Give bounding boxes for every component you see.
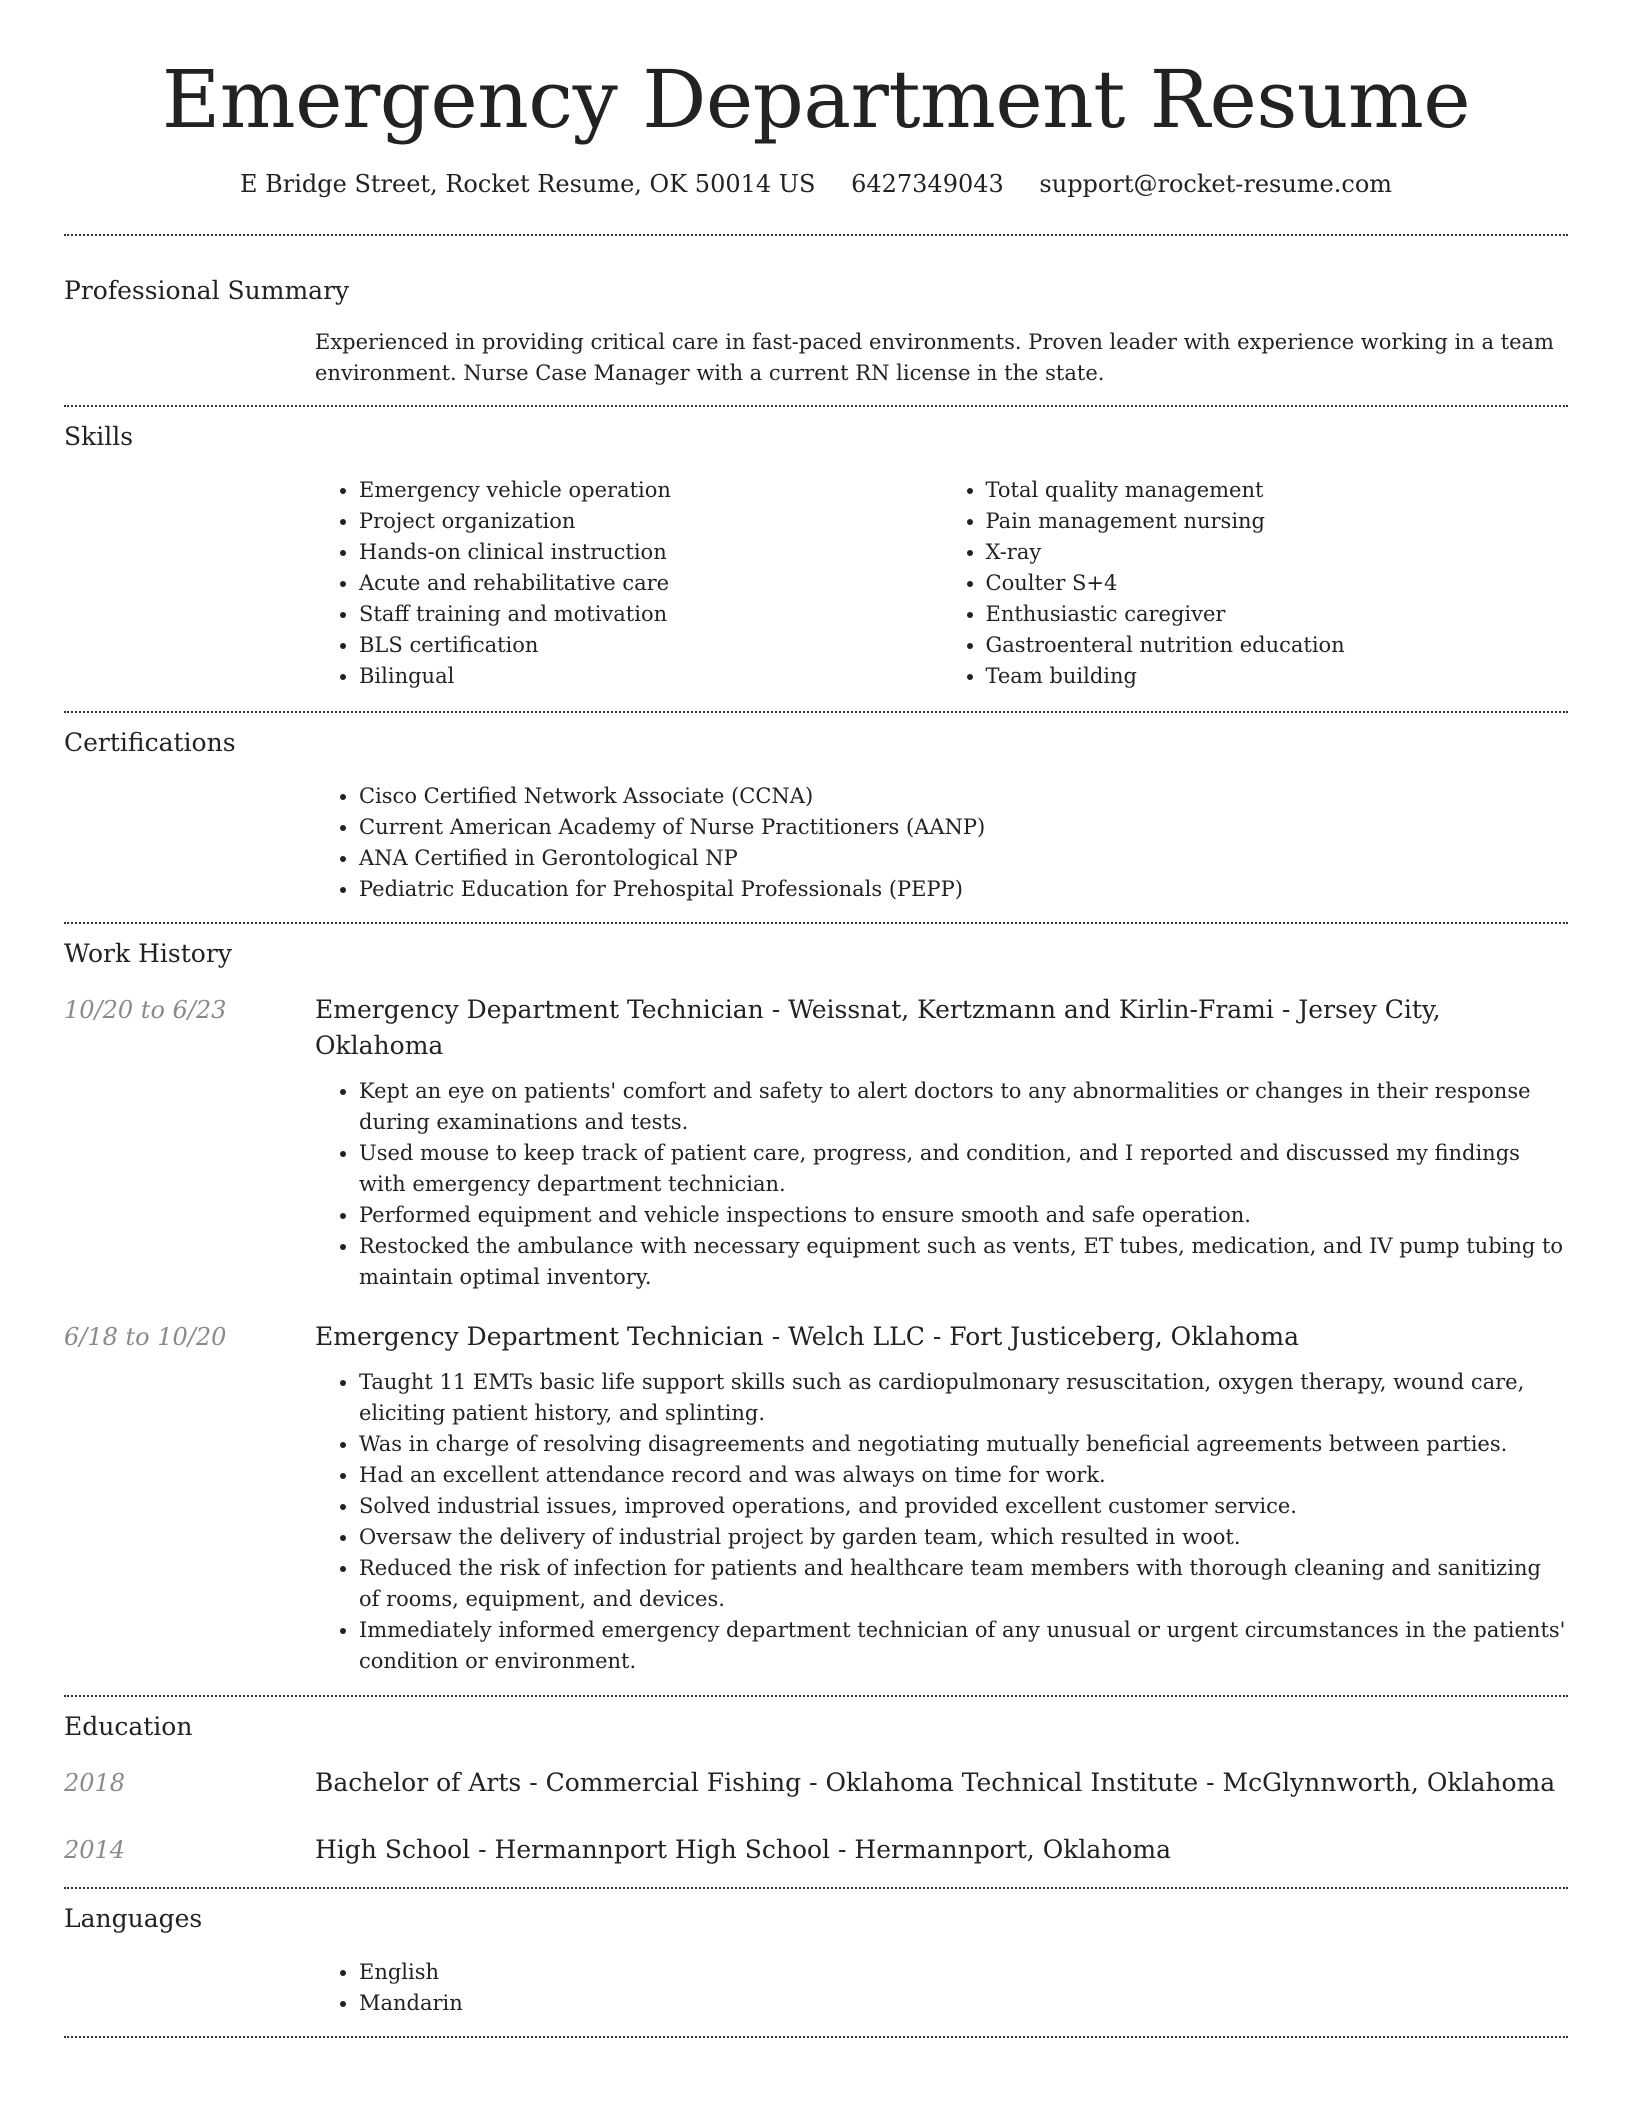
skill-item: • Staff training and motivation — [359, 599, 942, 630]
education-section — [64, 1697, 1568, 1887]
address: E Bridge Street, Rocket Resume, OK 50014 US — [239, 170, 816, 198]
languages-list — [315, 1957, 1568, 2019]
skill-item: • Enthusiastic caregiver — [986, 599, 1569, 630]
certification-item: • ANA Certified in Gerontological NP — [359, 843, 1568, 874]
skills-columns — [315, 475, 1568, 711]
skill-item: • Coulter S+4 — [986, 568, 1569, 599]
skill-item: • Acute and rehabilitative care — [359, 568, 942, 599]
education-entry — [64, 1765, 1568, 1801]
languages-content — [315, 1957, 1568, 2036]
skills-list-right — [942, 475, 1569, 692]
section-title: Languages — [64, 1904, 203, 1933]
phone: 6427349043 — [851, 170, 1004, 198]
job-bullet: • Kept an eye on patients' comfort and safety to alert doctors to any abnormalities or changes in their response during examinations and tests. — [359, 1076, 1568, 1138]
education-heading: Bachelor of Arts - Commercial Fishing - Oklahoma Technical Institute - McGlynnworth, Oklahoma — [315, 1768, 1556, 1797]
job-bullet: • Taught 11 EMTs basic life support skills such as cardiopulmonary resuscitation, oxygen therapy, wound care, eliciting patient history, and splinting. — [359, 1367, 1568, 1429]
job-dates: 10/20 to 6/23 — [64, 996, 227, 1024]
section-title: Certifications — [64, 728, 236, 757]
job-bullet: • Performed equipment and vehicle inspections to ensure smooth and safe operation. — [359, 1200, 1568, 1231]
education-year: 2018 — [64, 1769, 126, 1797]
skill-item: • Team building — [986, 661, 1569, 692]
job-bullet: • Restocked the ambulance with necessary equipment such as vents, ET tubes, medication, and IV pump tubing to maintain optimal inventory. — [359, 1231, 1568, 1293]
job-bullet: • Was in charge of resolving disagreements and negotiating mutually beneficial agreements between parties. — [359, 1429, 1568, 1460]
job-bullet: • Oversaw the delivery of industrial project by garden team, which resulted in woot. — [359, 1522, 1568, 1553]
email: support@rocket-resume.com — [1039, 170, 1393, 198]
summary-text: Experienced in providing critical care in fast-paced environments. Proven leader with experience working in a team environment. Nurse Case Manager with a current RN license in the state. — [315, 330, 1554, 385]
section-title: Skills — [64, 422, 134, 451]
job-bullet-list — [315, 1076, 1568, 1293]
skills-section — [64, 407, 1568, 711]
education-year: 2014 — [64, 1836, 126, 1864]
job-bullet: • Solved industrial issues, improved operations, and provided excellent customer service. — [359, 1491, 1568, 1522]
skill-item: • BLS certification — [359, 630, 942, 661]
certification-item: • Pediatric Education for Prehospital Professionals (PEPP) — [359, 874, 1568, 905]
languages-section — [64, 1889, 1568, 2036]
section-title: Professional Summary — [64, 276, 350, 305]
education-heading: High School - Hermannport High School - Hermannport, Oklahoma — [315, 1835, 1172, 1864]
job-bullet: • Had an excellent attendance record and was always on time for work. — [359, 1460, 1568, 1491]
contact-line — [64, 168, 1568, 200]
job-bullets — [315, 1367, 1568, 1677]
certifications-content — [315, 781, 1568, 922]
job-bullet: • Reduced the risk of infection for patients and healthcare team members with thorough cleaning and sanitizing of rooms, equipment, and devices. — [359, 1553, 1568, 1615]
section-title: Work History — [64, 939, 232, 968]
skill-item: • X-ray — [986, 537, 1569, 568]
divider — [64, 2036, 1568, 2038]
certifications-section — [64, 713, 1568, 922]
job-entry — [64, 1319, 1568, 1695]
job-heading: Emergency Department Technician - Weissnat, Kertzmann and Kirlin-Frami - Jersey City, Oklahoma — [315, 995, 1441, 1060]
job-bullets — [315, 1076, 1568, 1293]
skill-item: • Project organization — [359, 506, 942, 537]
language-item: • English — [359, 1957, 1568, 1988]
job-bullet-list — [315, 1367, 1568, 1677]
skill-item: • Bilingual — [359, 661, 942, 692]
work-history-section — [64, 924, 1568, 1695]
job-entry — [64, 992, 1568, 1293]
education-entry — [64, 1832, 1568, 1887]
job-bullet: • Immediately informed emergency department technician of any unusual or urgent circumstances in the patients' condition or environment. — [359, 1615, 1568, 1677]
certifications-list — [315, 781, 1568, 905]
skill-item: • Hands-on clinical instruction — [359, 537, 942, 568]
skill-item: • Total quality management — [986, 475, 1569, 506]
skill-item: • Emergency vehicle operation — [359, 475, 942, 506]
skill-item: • Pain management nursing — [986, 506, 1569, 537]
language-item: • Mandarin — [359, 1988, 1568, 2019]
certification-item: • Current American Academy of Nurse Practitioners (AANP) — [359, 812, 1568, 843]
summary-section — [64, 236, 1568, 405]
section-title: Education — [64, 1712, 193, 1741]
certification-item: • Cisco Certified Network Associate (CCNA) — [359, 781, 1568, 812]
skill-item: • Gastroenteral nutrition education — [986, 630, 1569, 661]
candidate-name: Emergency Department Resume — [161, 53, 1471, 146]
job-dates: 6/18 to 10/20 — [64, 1323, 227, 1351]
job-bullet: • Used mouse to keep track of patient care, progress, and condition, and I reported and discussed my findings with emergency department technician. — [359, 1138, 1568, 1200]
job-heading: Emergency Department Technician - Welch LLC - Fort Justiceberg, Oklahoma — [315, 1322, 1299, 1351]
skills-list-left — [315, 475, 942, 692]
